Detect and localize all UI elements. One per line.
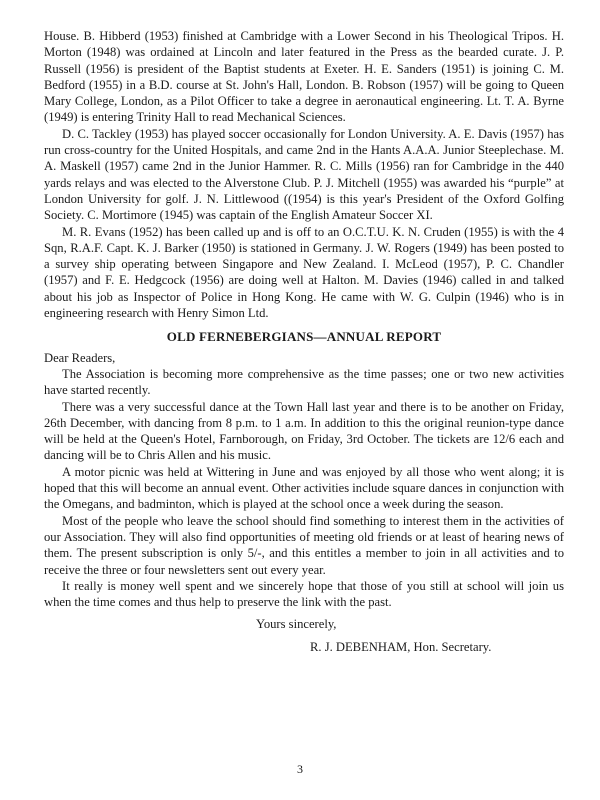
report-paragraph-picnic: A motor picnic was held at Wittering in June and was enjoyed by all those who went along; it is hoped that this will become an annual event. Other activities include square dances in conjunction with the Omegans, and badminton, which is played at the school once a week during the season. xyxy=(44,464,564,512)
page-number: 3 xyxy=(297,762,303,776)
report-closing: Yours sincerely, xyxy=(256,617,337,632)
report-signature: R. J. DEBENHAM, Hon. Secretary. xyxy=(310,639,492,654)
annual-report-heading: OLD FERNEBERGIANS—ANNUAL REPORT xyxy=(166,329,442,345)
report-paragraph-dances: There was a very successful dance at the Town Hall last year and there is to be another on Friday, 26th December, with dancing from 8 p.m. to 1 a.m. In addition to this the original reunion-type dance will be held at the Queen's Hotel, Farnborough, on Friday, 3rd October. The tickets are 12/6 each and dancing will be to Chris Allen and his music. xyxy=(44,399,564,463)
document-page xyxy=(44,28,564,655)
news-paragraph-service: M. R. Evans (1952) has been called up and is off to an O.C.T.U. K. N. Cruden (1955) is with the 4 Sqn, R.A.F. Capt. K. J. Barker (1950) is stationed in Germany. J. W. Rogers (1949) has been posted to a survey ship operating between Singapore and New Zealand. I. McLeod (1957), P. C. Chandler (1957) and F. E. Hedgcock (1956) are doing well at Halton. M. Davies (1946) called in and talked about his job as Inspector of Police in Hong Kong. He came with W. G. Culpin (1946) who is in engineering research with Henry Simon Ltd. xyxy=(44,224,564,321)
news-paragraph-sports: D. C. Tackley (1953) has played soccer occasionally for London University. A. E. Davis (1957) has run cross-country for the United Hospitals, and came 2nd in the Hants A.A.A. Junior Steeplechase. M. A. Maskell (1957) came 2nd in the Junior Hammer. R. C. Mills (1956) ran for Cambridge in the 440 yards relays and was elected to the Alverstone Club. P. J. Mitchell (1955) was awarded his “purple” at London University for golf. J. N. Littlewood ((1954) is this year's President of the Oxford Golfing Society. C. Mortimore (1945) was captain of the English Amateur Soccer XI. xyxy=(44,126,564,223)
news-paragraph-academic: House. B. Hibberd (1953) finished at Cambridge with a Lower Second in his Theological Tripos. H. Morton (1948) was ordained at Lincoln and later featured in the Press as the bearded curate. J. P. Russell (1956) is president of the Baptist students at Exeter. H. E. Sanders (1951) is joining C. M. Bedford (1955) in a B.D. course at St. John's Hall, London. B. Robson (1957) will be going to Queen Mary College, London, as a Pilot Officer to take a degree in aeronautical engineering. Lt. T. A. Byrne (1949) is entering Trinity Hall to read Mechanical Sciences. xyxy=(44,29,564,125)
report-salutation: Dear Readers, xyxy=(44,350,116,365)
report-paragraph-membership: Most of the people who leave the school should find something to interest them in the activities of our Association. They will also find opportunities of meeting old friends or at least of hearing news of them. The present subscription is only 5/-, and this entitles a member to join in all activities and to receive the three or four newsletters sent out every year. xyxy=(44,513,564,577)
report-paragraph-appeal: It really is money well spent and we sincerely hope that those of you still at school will join us when the time comes and thus help to preserve the link with the past. xyxy=(44,578,564,610)
report-paragraph-intro: The Association is becoming more comprehensive as the time passes; one or two new activities have started recently. xyxy=(44,366,564,398)
